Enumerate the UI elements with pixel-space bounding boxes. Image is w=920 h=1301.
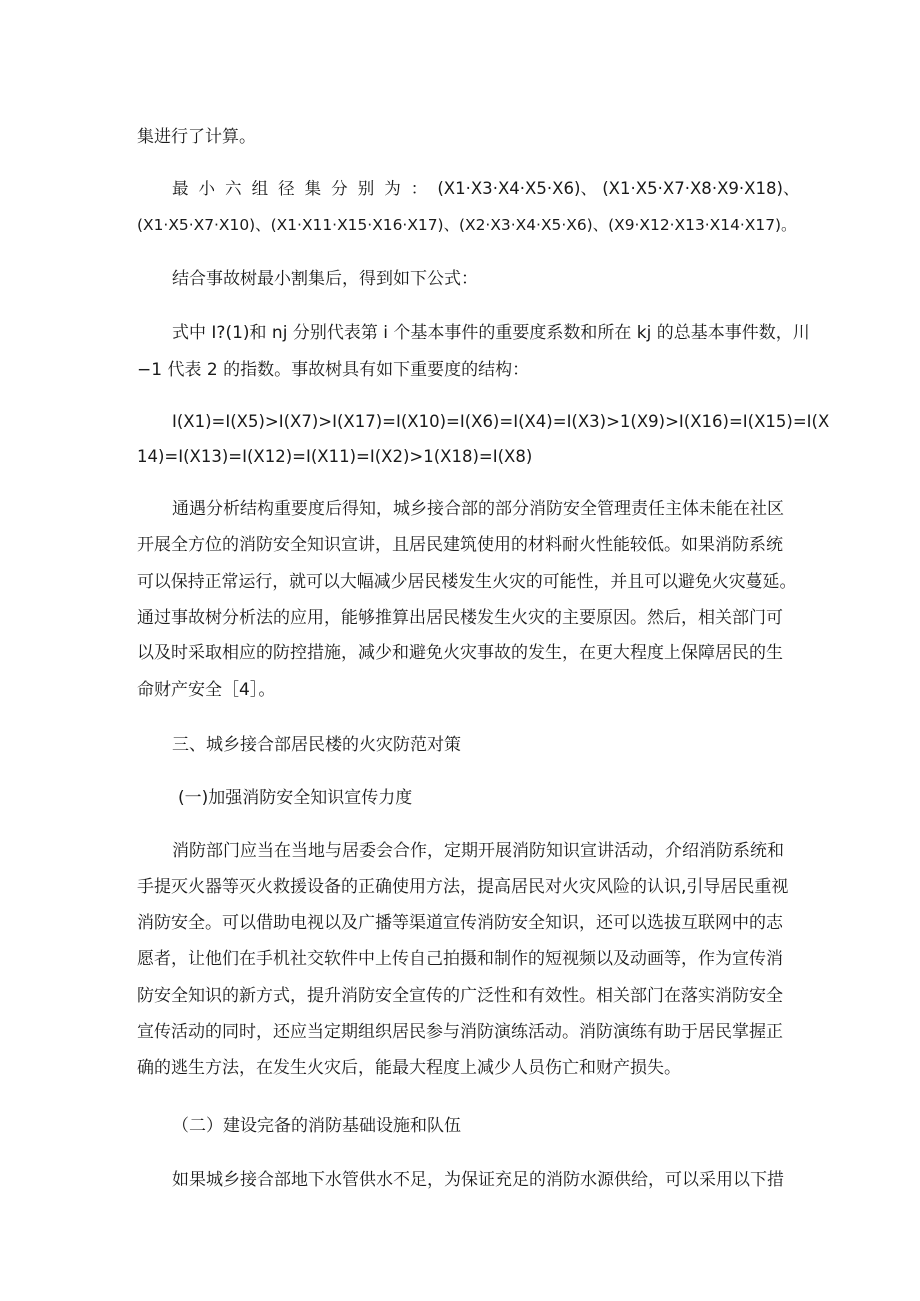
formula-line: I(X1)=I(X5)>I(X7)>I(X17)=I(X10)=I(X6)=I(X4)=I(X3)>1(X9)>I(X16)=I(X15)=I(X — [172, 412, 830, 431]
paragraph-line: 结合事故树最小割集后，得到如下公式： — [172, 269, 478, 289]
paragraph-line: 命财产安全［4］。 — [137, 680, 276, 700]
paragraph-line: 如果城乡接合部地下水管供水不足，为保证充足的消防水源供给，可以采用以下措 — [172, 1170, 784, 1190]
paragraph-line: (X1·X5·X7·X10)、(X1·X11·X15·X16·X17)、(X2·X3·X4·X5·X6)、(X9·X12·X13·X14·X17)。 — [137, 216, 797, 234]
paragraph-line: 手提灭火器等灭火救援设备的正确使用方法，提高居民对火灾风险的认识,引导居民重视 — [137, 877, 789, 897]
text-run: 最小六组径集分别为： — [172, 179, 438, 198]
formula-line: 14)=I(X13)=I(X12)=I(X11)=I(X2)>1(X18)=I(X8) — [137, 447, 533, 466]
paragraph-line: 消防部门应当在当地与居委会合作，定期开展消防知识宣讲活动，介绍消防系统和 — [172, 841, 784, 861]
paragraph-line: 确的逃生方法，在发生火灾后，能最大程度上减少人员伤亡和财产损失。 — [137, 1058, 681, 1078]
paragraph-line: −1 代表 2 的指数。事故树具有如下重要度的结构： — [137, 360, 530, 380]
paragraph-line: 式中 I?(1)和 nj 分别代表第 i 个基本事件的重要度系数和所在 kj 的总基本事件数，川 — [172, 323, 810, 343]
paragraph-line: 宣传活动的同时，还应当定期组织居民参与消防演练活动。消防演练有助于居民掌握正 — [137, 1022, 783, 1042]
section-heading: 三、城乡接合部居民楼的火灾防范对策 — [172, 735, 461, 755]
paragraph-line: 消防安全。可以借助电视以及广播等渠道宣传消防安全知识，还可以选拔互联网中的志 — [137, 913, 783, 933]
paragraph-line: 以及时采取相应的防控措施，减少和避免火灾事故的发生，在更大程度上保障居民的生 — [137, 643, 783, 663]
subsection-heading: (一)加强消防安全知识宣传力度 — [178, 788, 413, 808]
paragraph-line: 防安全知识的新方式，提升消防安全宣传的广泛性和有效性。相关部门在落实消防安全 — [137, 986, 783, 1006]
paragraph-line: 集进行了计算。 — [137, 127, 256, 147]
text-run: (X1·X3·X4·X5·X6)、 (X1·X5·X7·X8·X9·X18)、 — [437, 179, 800, 198]
paragraph-line: 通遇分析结构重要度后得知，城乡接合部的部分消防安全管理责任主体未能在社区 — [172, 499, 784, 519]
paragraph-line: 通过事故树分析法的应用，能够推算出居民楼发生火灾的主要原因。然后，相关部门可 — [137, 608, 783, 628]
paragraph-line: 开展全方位的消防安全知识宣讲，且居民建筑使用的材料耐火性能较低。如果消防系统 — [137, 535, 783, 555]
paragraph-line: 可以保持正常运行，就可以大幅减少居民楼发生火灾的可能性，并且可以避免火灾蔓延。 — [137, 571, 797, 591]
subsection-heading: （二）建设完备的消防基础设施和队伍 — [172, 1116, 461, 1136]
paragraph-line: 愿者，让他们在手机社交软件中上传自己拍摄和制作的短视频以及动画等，作为宣传消 — [137, 949, 783, 969]
paragraph-line — [172, 178, 800, 200]
